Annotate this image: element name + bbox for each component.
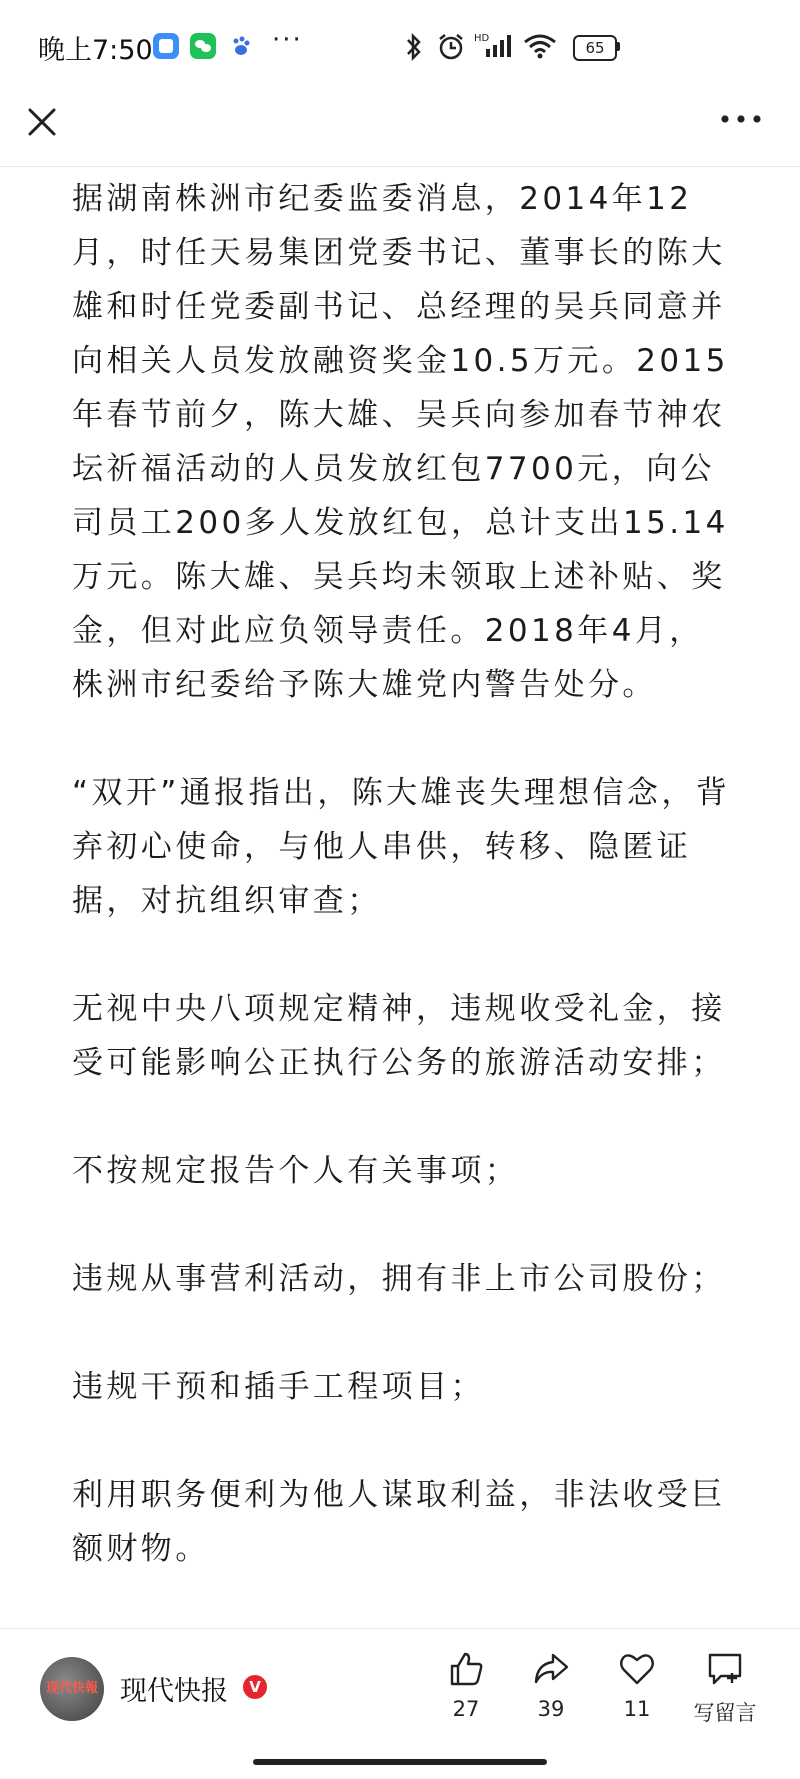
paragraph-gap (72, 928, 732, 982)
article-paragraph: 无视中央八项规定精神，违规收受礼金，接受可能影响公正执行公务的旅游活动安排； (72, 991, 726, 1081)
svg-text:HD: HD (474, 33, 490, 44)
more-dots-icon (718, 104, 764, 134)
bluetooth-icon (405, 32, 423, 62)
battery-icon (617, 42, 620, 51)
bottom-action-bar (0, 1628, 800, 1779)
share-arrow-icon (531, 1649, 571, 1689)
status-time: 晚上7:50 (38, 35, 153, 66)
wechat-icon (190, 33, 216, 59)
article-paragraph: 违规从事营利活动，拥有非上市公司股份； (72, 1261, 726, 1297)
article-paragraph: 据湖南株洲市纪委监委消息，2014年12月，时任天易集团党委书记、董事长的陈大雄和时任党委副书记、总经理的吴兵同意并向相关人员发放融资奖金10.5万元。2015年春节前夕，陈大雄、吴兵向参加春节神农坛祈福活动的人员发放红包7700元，向公司员工200多人发放红包，总计支出15.14万元。陈大雄、吴兵均未领取上述补贴、奖金，但对此应负领导责任。2018年4月，株洲市纪委给予陈大雄党内警告处分。 (72, 181, 729, 703)
like-button[interactable] (426, 1649, 506, 1721)
close-button[interactable] (22, 102, 62, 142)
avatar-logo-text: 现代快報 (45, 1681, 98, 1696)
article-paragraph: 利用职务便利为他人谋取利益，非法收受巨额财物。 (72, 1477, 726, 1567)
more-notifications-icon: ··· (272, 25, 303, 55)
alarm-icon (436, 32, 466, 62)
more-options-button[interactable] (718, 104, 764, 134)
article-paragraph: “双开”通报指出，陈大雄丧失理想信念，背弃初心使命，与他人串供，转移、隐匿证据，对抗组织审查； (72, 775, 731, 919)
baidu-paw-icon (228, 33, 254, 59)
paragraph-gap (72, 712, 732, 766)
write-comment-label: 写留言 (693, 1701, 757, 1725)
paragraph-gap (72, 1414, 732, 1468)
signal-icon (474, 31, 514, 61)
nav-bar (0, 96, 800, 167)
article-paragraph: 不按规定报告个人有关事项； (72, 1153, 520, 1189)
write-comment-button[interactable] (682, 1649, 768, 1727)
home-indicator[interactable] (253, 1759, 547, 1765)
close-icon (22, 102, 62, 142)
source-name[interactable]: 现代快报 (120, 1676, 228, 1707)
share-count: 39 (537, 1697, 565, 1721)
favorite-count: 11 (623, 1697, 651, 1721)
paragraph-gap (72, 1198, 732, 1252)
like-count: 27 (452, 1697, 480, 1721)
source-avatar[interactable] (40, 1657, 104, 1721)
thumbs-up-icon (446, 1649, 486, 1689)
paragraph-gap (72, 1306, 732, 1360)
wifi-icon (522, 32, 558, 60)
battery-level: 65 (573, 35, 617, 61)
comment-plus-icon (705, 1649, 745, 1689)
paragraph-gap (72, 1090, 732, 1144)
share-button[interactable] (511, 1649, 591, 1721)
article-paragraph: 违规干预和插手工程项目； (72, 1369, 485, 1405)
article-body (72, 172, 732, 1576)
verified-badge-icon: V (243, 1675, 267, 1699)
favorite-button[interactable] (597, 1649, 677, 1721)
status-bar (0, 0, 800, 96)
notification-app-icon (153, 33, 179, 59)
heart-icon (617, 1649, 657, 1689)
